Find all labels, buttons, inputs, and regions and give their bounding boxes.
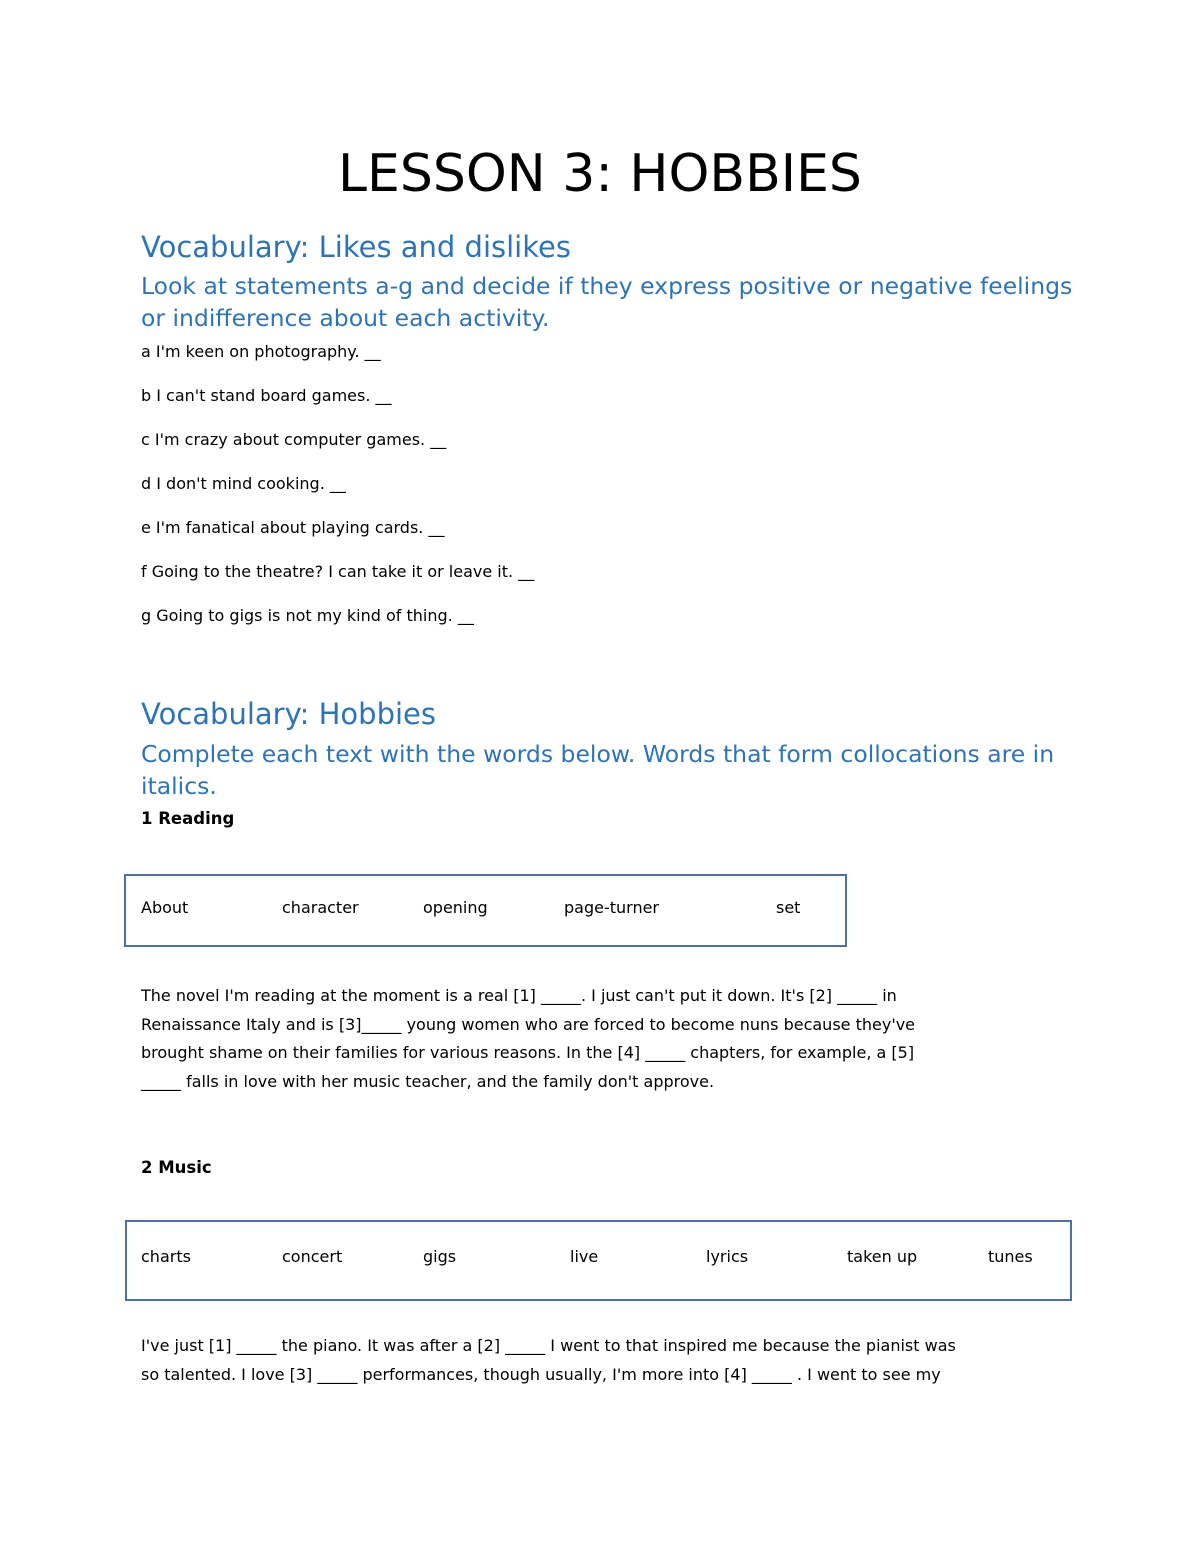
word-bank-item: About (141, 898, 189, 917)
word-bank-item: live (570, 1247, 599, 1266)
music-word-box (125, 1220, 1072, 1301)
section-heading-hobbies: Vocabulary: Hobbies (141, 697, 436, 731)
section-heading-likes-dislikes: Vocabulary: Likes and dislikes (141, 230, 571, 264)
word-bank-item: tunes (988, 1247, 1033, 1266)
word-bank-item: taken up (847, 1247, 918, 1266)
reading-text-line: The novel I'm reading at the moment is a real [1] _____. I just can't put it down. It's [2] _____ in (141, 986, 897, 1005)
word-bank-item: lyrics (706, 1247, 749, 1266)
music-text (141, 1332, 1061, 1389)
section-instruction-likes-dislikes: Look at statements a-g and decide if they express positive or negative feelings or indifference about each activity. (141, 272, 1073, 332)
word-bank-item: set (776, 898, 801, 917)
word-bank-item: gigs (423, 1247, 457, 1266)
word-bank-item: page-turner (564, 898, 660, 917)
statement-item: d I don't mind cooking. __ (141, 474, 346, 493)
word-bank-item: character (282, 898, 359, 917)
statement-item: a I'm keen on photography. __ (141, 342, 381, 361)
word-bank-item: charts (141, 1247, 191, 1266)
reading-text-line: brought shame on their families for various reasons. In the [4] _____ chapters, for example, a [5] (141, 1043, 915, 1062)
reading-text-line: Renaissance Italy and is [3]_____ young women who are forced to become nuns because they've (141, 1014, 916, 1034)
reading-text (141, 982, 1061, 1096)
reading-word-box (124, 874, 847, 947)
reading-text-line: _____ falls in love with her music teacher, and the family don't approve. (141, 1071, 715, 1091)
word-bank-item: opening (423, 898, 488, 917)
music-text-line: so talented. I love [3] _____ performances, though usually, I'm more into [4] _____ . I went to see my (141, 1364, 941, 1384)
music-text-line: I've just [1] _____ the piano. It was after a [2] _____ I went to that inspired me because the pianist was (141, 1336, 956, 1355)
statement-item: g Going to gigs is not my kind of thing. __ (141, 606, 474, 625)
word-bank-item: concert (282, 1247, 343, 1266)
statement-item: c I'm crazy about computer games. __ (141, 430, 447, 449)
page-title: LESSON 3: HOBBIES (338, 144, 862, 204)
section-instruction-hobbies: Complete each text with the words below. Words that form collocations are in italics. (141, 740, 1055, 800)
statement-item: f Going to the theatre? I can take it or leave it. __ (141, 562, 535, 581)
statement-item: b I can't stand board games. __ (141, 386, 392, 405)
reading-label: 1 Reading (141, 809, 235, 828)
statement-item: e I'm fanatical about playing cards. __ (141, 518, 445, 537)
music-label: 2 Music (141, 1158, 212, 1177)
